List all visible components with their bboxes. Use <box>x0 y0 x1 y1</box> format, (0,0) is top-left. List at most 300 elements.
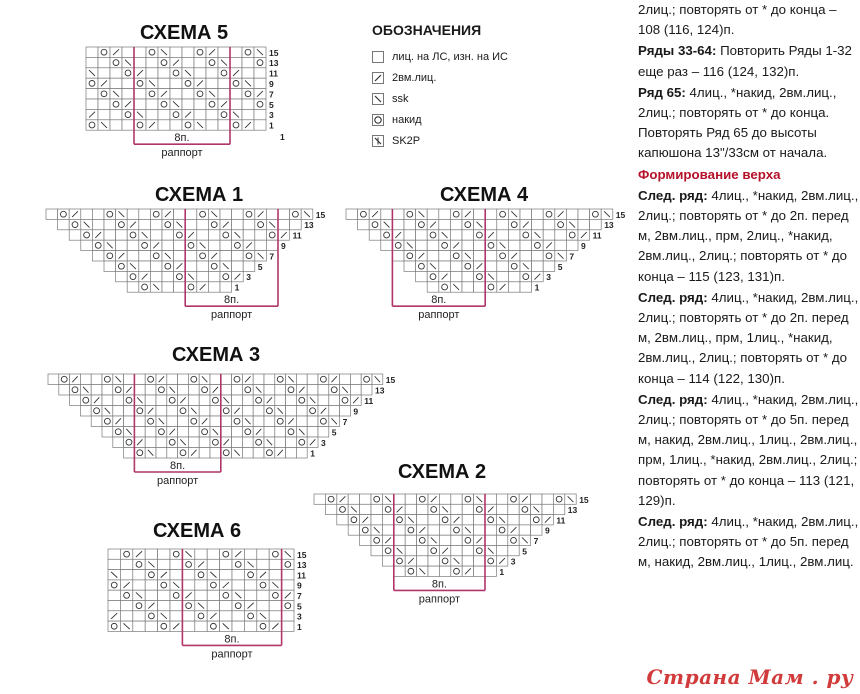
chart-cell <box>360 494 371 504</box>
chart-cell <box>416 271 428 281</box>
chart-cell <box>221 416 232 427</box>
chart-cell <box>417 504 428 514</box>
chart-cell <box>348 494 359 504</box>
chart-cell <box>264 448 275 459</box>
chart-cell <box>199 406 210 417</box>
chart-cell <box>451 525 462 535</box>
chart-cell <box>485 515 496 525</box>
chart-cell <box>150 230 162 240</box>
chart-cell <box>417 546 428 556</box>
chart-cell <box>182 78 194 88</box>
chart-cell <box>520 251 532 261</box>
chart-cell <box>134 89 146 99</box>
chart-cell <box>197 261 209 271</box>
chart-cell <box>92 251 104 261</box>
chart-cell <box>134 99 146 109</box>
chart-cell <box>48 374 59 385</box>
chart-cell <box>80 395 91 406</box>
row-label: 11 <box>364 395 374 406</box>
chart-cell <box>381 209 393 219</box>
chart-cell <box>162 271 174 281</box>
chart-cell <box>543 261 555 271</box>
chart-cell <box>120 590 132 600</box>
chart-cell <box>188 385 199 396</box>
chart-cell <box>232 621 244 631</box>
chart-cell <box>127 271 139 281</box>
chart-5 <box>84 45 284 160</box>
chart-cell <box>218 47 230 57</box>
chart-cell <box>451 494 462 504</box>
chart-cell <box>59 374 70 385</box>
chart-cell <box>485 282 497 292</box>
chart-cell <box>134 120 146 130</box>
chart-cell <box>462 282 474 292</box>
chart-cell <box>197 251 209 261</box>
chart-cell <box>485 525 496 535</box>
chart-cell <box>150 251 162 261</box>
chart-cell <box>508 230 520 240</box>
legend-item-yo <box>372 109 612 130</box>
chart-cell <box>127 209 139 219</box>
chart-cell <box>450 251 462 261</box>
chart-cell <box>232 261 244 271</box>
row-label: 9 <box>545 525 550 536</box>
chart-cell <box>427 282 439 292</box>
chart-cell <box>462 494 473 504</box>
chart-cell <box>195 590 207 600</box>
chart-cell <box>81 240 93 250</box>
row-label: 15 <box>615 209 626 220</box>
chart-cell <box>417 515 428 525</box>
chart-cell <box>497 219 509 229</box>
chart-cell <box>127 251 139 261</box>
chart-cell <box>139 282 151 292</box>
legend-label-yo: накид <box>392 113 422 126</box>
row-label: 1 <box>534 282 540 293</box>
chart-cell <box>405 566 416 576</box>
chart-cell <box>242 395 253 406</box>
chart-cell <box>392 240 404 250</box>
chart-cell <box>158 559 170 569</box>
chart-cell <box>139 240 151 250</box>
row-label: 9 <box>269 79 274 90</box>
chart-cell <box>113 406 124 417</box>
chart-cell <box>116 240 128 250</box>
chart-cell <box>195 621 207 631</box>
row-label: 11 <box>556 515 566 526</box>
chart-cell <box>208 282 220 292</box>
chart-cell <box>232 580 244 590</box>
chart-cell <box>244 621 256 631</box>
chart-cell <box>116 271 128 281</box>
chart-cell <box>102 374 113 385</box>
chart-cell <box>170 89 182 99</box>
chart-cell <box>134 448 145 459</box>
chart-cell <box>207 549 219 559</box>
chart-cell <box>578 219 590 229</box>
chart-cell <box>86 57 98 67</box>
chart-cell <box>508 219 520 229</box>
chart-cell <box>361 374 372 385</box>
chart-cell <box>146 47 158 57</box>
chart-cell <box>462 535 473 545</box>
chart-cell <box>416 240 428 250</box>
chart-cell <box>290 219 302 229</box>
chart-cell <box>134 374 145 385</box>
legend-title: ОБОЗНАЧЕНИЯ <box>372 22 482 38</box>
row-label: 7 <box>269 89 274 100</box>
chart-cell <box>519 504 530 514</box>
chart-cell <box>230 120 242 130</box>
chart-cell <box>508 494 519 504</box>
chart-cell <box>531 525 542 535</box>
chart-cell <box>243 261 255 271</box>
chart-cell <box>232 209 244 219</box>
chart-cell <box>394 535 405 545</box>
chart-cell <box>307 427 318 438</box>
chart-cell <box>578 209 590 219</box>
chart-cell <box>242 427 253 438</box>
chart-cell <box>286 395 297 406</box>
chart-grid <box>86 47 285 145</box>
chart-cell <box>361 385 372 396</box>
chart-cell <box>182 57 194 67</box>
chart-cell <box>178 374 189 385</box>
chart-cell <box>158 549 170 559</box>
row-label: 15 <box>315 209 326 220</box>
row-label: 1 <box>234 282 240 293</box>
chart-cell <box>170 570 182 580</box>
chart-cell <box>146 109 158 119</box>
text-p5: След. ряд: 4лиц., *накид, 2вм.лиц., 2лиц.; повторять от * до 2п. перед м, 2вм.лиц., прм, 1лиц., *накид, 2вм.лиц., 2лиц.; повторять от * до конца – 114 (122, 130)п. <box>638 289 859 386</box>
chart-cell <box>264 374 275 385</box>
chart-cell <box>116 219 128 229</box>
chart-cell <box>242 109 254 119</box>
chart-4-title: СХЕМА 4 <box>440 184 529 206</box>
text-p4: След. ряд: 4лиц., *накид, 2вм.лиц., 2лиц.; повторять от * до 2п. перед м, 2вм.лиц., прм, 2лиц., *накид, 2вм.лиц., 2лиц.; повторять от * до конца – 115 (123, 131)п. <box>638 187 859 284</box>
chart-cell <box>133 559 145 569</box>
chart-cell <box>266 240 278 250</box>
chart-cell <box>218 120 230 130</box>
chart-cell <box>590 209 602 219</box>
row-label: 13 <box>567 505 578 516</box>
chart-cell <box>532 219 544 229</box>
sk2p-icon <box>372 135 384 147</box>
row-label: 15 <box>385 374 396 385</box>
chart-cell <box>182 611 194 621</box>
chart-cell <box>167 448 178 459</box>
chart-cell <box>394 525 405 535</box>
chart-cell <box>146 68 158 78</box>
chart-cell <box>314 494 325 504</box>
chart-cell <box>416 219 428 229</box>
chart-cell <box>156 395 167 406</box>
chart-cell <box>392 219 404 229</box>
chart-cell <box>91 416 102 427</box>
chart-cell <box>98 89 110 99</box>
chart-cell <box>81 230 93 240</box>
chart-cell <box>185 261 197 271</box>
chart-cell <box>296 395 307 406</box>
chart-cell <box>254 57 266 67</box>
chart-cell <box>145 590 157 600</box>
chart-cell <box>264 427 275 438</box>
chart-cell <box>108 601 120 611</box>
text-p6: След. ряд: 4лиц., *накид, 2вм.лиц., 2лиц.; повторять от * до 5п. перед м, накид, 2вм.лиц., 1лиц., 2вм.лиц., прм, 1лиц., *накид, 2вм.лиц., 2лиц.; повторять от * до конца – 113 (121, 129)п. <box>638 391 859 508</box>
chart-cell <box>208 230 220 240</box>
chart-cell <box>218 89 230 99</box>
chart-cell <box>156 427 167 438</box>
chart-cell <box>257 621 269 631</box>
chart-cell <box>485 261 497 271</box>
chart-cell <box>508 535 519 545</box>
chart-cell <box>58 209 70 219</box>
chart-cell <box>307 385 318 396</box>
chart-cell <box>220 590 232 600</box>
chart-cell <box>158 580 170 590</box>
chart-cell <box>520 282 532 292</box>
chart-cell <box>120 611 132 621</box>
chart-cell <box>474 504 485 514</box>
chart-cell <box>296 406 307 417</box>
chart-cell <box>282 601 294 611</box>
row-label: 3 <box>510 556 516 567</box>
chart-grid <box>314 494 589 577</box>
chart-cell <box>508 261 520 271</box>
chart-cell <box>81 209 93 219</box>
chart-cell <box>170 559 182 569</box>
chart-cell <box>188 427 199 438</box>
chart-cell <box>485 556 496 566</box>
chart-cell <box>497 261 509 271</box>
chart-cell <box>520 230 532 240</box>
chart-cell <box>182 47 194 57</box>
chart-cell <box>269 549 281 559</box>
chart-cell <box>98 109 110 119</box>
chart-cell <box>439 219 451 229</box>
chart-cell <box>439 494 450 504</box>
chart-cell <box>145 621 157 631</box>
chart-cell <box>428 566 439 576</box>
chart-cell <box>182 601 194 611</box>
chart-cell <box>113 385 124 396</box>
chart-cell <box>194 109 206 119</box>
chart-cell <box>199 437 210 448</box>
chart-cell <box>108 621 120 631</box>
chart-cell <box>508 282 520 292</box>
chart-cell <box>218 68 230 78</box>
chart-cell <box>145 416 156 427</box>
row-label: 3 <box>269 110 274 121</box>
chart-cell <box>139 261 151 271</box>
chart-cell <box>156 406 167 417</box>
chart-cell <box>243 230 255 240</box>
chart-cell <box>497 230 509 240</box>
row-label: 15 <box>579 494 589 505</box>
chart-cell <box>360 535 371 545</box>
chart-cell <box>104 251 116 261</box>
legend-item-k2tog <box>372 67 612 88</box>
chart-cell <box>127 240 139 250</box>
chart-cell <box>318 427 329 438</box>
chart-cell <box>185 251 197 261</box>
chart-cell <box>382 515 393 525</box>
chart-cell <box>86 89 98 99</box>
chart-cell <box>439 251 451 261</box>
chart-cell <box>369 219 381 229</box>
row-label: 5 <box>557 261 563 272</box>
row-label: 13 <box>269 58 279 69</box>
chart-cell <box>496 504 507 514</box>
row-label: 9 <box>581 241 586 252</box>
row-label: 3 <box>246 272 251 283</box>
chart-cell <box>296 416 307 427</box>
chart-cell <box>253 416 264 427</box>
chart-cell <box>531 515 542 525</box>
row-label: 5 <box>269 99 274 110</box>
chart-cell <box>104 219 116 229</box>
row-label: 1 <box>499 566 505 577</box>
chart-cell <box>158 99 170 109</box>
chart-cell <box>404 251 416 261</box>
chart-cell <box>427 271 439 281</box>
chart-cell <box>170 611 182 621</box>
chart-cell <box>207 559 219 569</box>
row-label: 13 <box>304 220 314 231</box>
chart-cell <box>266 230 278 240</box>
chart-cell <box>69 230 81 240</box>
chart-cell <box>206 57 218 67</box>
chart-cell <box>474 525 485 535</box>
chart-cell <box>146 99 158 109</box>
chart-cell <box>428 556 439 566</box>
row-label: 9 <box>297 580 302 591</box>
chart-cell <box>110 99 122 109</box>
chart-cell <box>243 251 255 261</box>
watermark-logo: Страна Мам . ру <box>640 660 860 694</box>
row-label: 1 <box>297 621 302 632</box>
chart-1 <box>44 207 340 337</box>
chart-cell <box>296 374 307 385</box>
chart-cell <box>158 120 170 130</box>
chart-cell <box>208 271 220 281</box>
chart-cell <box>474 230 486 240</box>
chart-cell <box>150 271 162 281</box>
chart-cell <box>462 230 474 240</box>
chart-cell <box>474 271 486 281</box>
chart-cell <box>134 57 146 67</box>
chart-cell <box>199 395 210 406</box>
chart-cell <box>496 525 507 535</box>
chart-cell <box>185 209 197 219</box>
chart-cell <box>266 209 278 219</box>
chart-cell <box>182 621 194 631</box>
chart-cell <box>185 240 197 250</box>
row-label: 7 <box>533 535 539 546</box>
chart-cell <box>232 611 244 621</box>
chart-cell <box>318 416 329 427</box>
chart-cell <box>566 230 578 240</box>
chart-cell <box>162 230 174 240</box>
chart-cell <box>124 395 135 406</box>
repeat-count-label: 8п. <box>431 578 447 591</box>
chart-cell <box>275 374 286 385</box>
chart-cell <box>145 570 157 580</box>
legend-label-knit: лиц. на ЛС, изн. на ИС <box>392 50 508 63</box>
chart-cell <box>428 546 439 556</box>
legend <box>372 22 612 151</box>
chart-cell <box>381 230 393 240</box>
chart-cell <box>392 209 404 219</box>
chart-cell <box>405 504 416 514</box>
chart-cell <box>244 570 256 580</box>
chart-cell <box>496 494 507 504</box>
chart-cell <box>116 261 128 271</box>
chart-cell <box>218 78 230 88</box>
chart-cell <box>122 89 134 99</box>
chart-cell <box>244 590 256 600</box>
chart-cell <box>427 209 439 219</box>
chart-cell <box>329 385 340 396</box>
chart-cell <box>80 406 91 417</box>
chart-cell <box>207 580 219 590</box>
chart-cell <box>496 546 507 556</box>
chart-cell <box>340 374 351 385</box>
chart-cell <box>290 209 302 219</box>
chart-cell <box>543 230 555 240</box>
chart-cell <box>150 219 162 229</box>
chart-cell <box>253 448 264 459</box>
chart-cell <box>199 385 210 396</box>
chart-cell <box>182 89 194 99</box>
chart-cell <box>474 556 485 566</box>
chart-cell <box>450 209 462 219</box>
chart-cell <box>264 385 275 396</box>
chart-cell <box>80 374 91 385</box>
chart-cell <box>325 494 336 504</box>
chart-cell <box>210 416 221 427</box>
chart-cell <box>208 240 220 250</box>
chart-cell <box>182 99 194 109</box>
chart-cell <box>134 47 146 57</box>
chart-cell <box>108 559 120 569</box>
chart-cell <box>428 525 439 535</box>
chart-cell <box>360 504 371 514</box>
chart-cell <box>462 546 473 556</box>
chart-cell <box>394 515 405 525</box>
chart-cell <box>264 406 275 417</box>
legend-label-sk2p: SK2P <box>392 134 421 147</box>
chart-cell <box>122 109 134 119</box>
chart-cell <box>188 437 199 448</box>
chart-cell <box>197 219 209 229</box>
repeat-count-label: 8п. <box>174 132 190 145</box>
chart-cell <box>275 437 286 448</box>
chart-cell <box>108 580 120 590</box>
chart-cell <box>91 385 102 396</box>
chart-cell <box>206 68 218 78</box>
chart-cell <box>340 395 351 406</box>
chart-cell <box>182 580 194 590</box>
ssk-icon <box>372 93 384 105</box>
chart-cell <box>230 99 242 109</box>
chart-cell <box>102 395 113 406</box>
chart-cell <box>253 406 264 417</box>
chart-cell <box>178 448 189 459</box>
chart-cell <box>170 120 182 130</box>
chart-cell <box>133 570 145 580</box>
chart-cell <box>318 385 329 396</box>
